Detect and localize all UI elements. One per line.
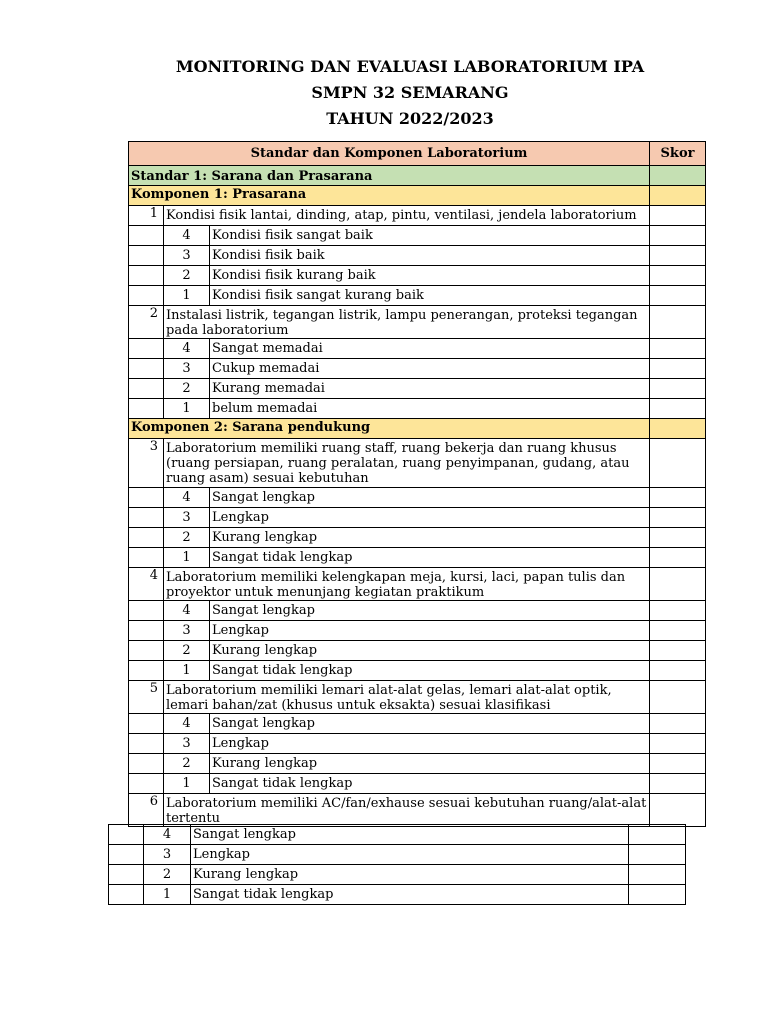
komponen-row xyxy=(129,419,706,439)
option-score: 3 xyxy=(164,508,210,528)
option-row xyxy=(129,621,706,641)
score-cell[interactable] xyxy=(650,226,706,246)
title-line-3: TAHUN 2022/2023 xyxy=(326,109,494,128)
option-row xyxy=(129,641,706,661)
option-label: Kondisi fisik sangat baik xyxy=(210,226,650,246)
option-row xyxy=(129,714,706,734)
score-cell[interactable] xyxy=(629,885,686,905)
option-row xyxy=(129,339,706,359)
item-description: Kondisi fisik lantai, dinding, atap, pintu, ventilasi, jendela laboratorium xyxy=(164,206,650,226)
score-cell[interactable] xyxy=(650,528,706,548)
option-score: 4 xyxy=(164,714,210,734)
option-score: 1 xyxy=(164,774,210,794)
option-label: Kondisi fisik sangat kurang baik xyxy=(210,286,650,306)
item-description: Laboratorium memiliki ruang staff, ruang bekerja dan ruang khusus (ruang persiapan, ruang peralatan, ruang penyimpanan, gudang, atau ruang asam) sesuai kebutuhan xyxy=(164,439,650,488)
score-cell[interactable] xyxy=(650,548,706,568)
option-score: 1 xyxy=(164,286,210,306)
score-cell[interactable] xyxy=(650,754,706,774)
score-cell[interactable] xyxy=(650,266,706,286)
item-row xyxy=(129,794,706,827)
option-row xyxy=(129,379,706,399)
score-cell[interactable] xyxy=(650,508,706,528)
option-score: 1 xyxy=(164,661,210,681)
option-row xyxy=(129,226,706,246)
komponen-label: Komponen 2: Sarana pendukung xyxy=(129,419,650,439)
option-score: 4 xyxy=(164,339,210,359)
option-label: Kurang lengkap xyxy=(210,528,650,548)
option-score: 3 xyxy=(164,734,210,754)
option-score: 1 xyxy=(164,548,210,568)
score-cell[interactable] xyxy=(650,714,706,734)
header-score: Skor xyxy=(650,142,706,166)
option-score: 4 xyxy=(164,488,210,508)
score-cell[interactable] xyxy=(650,339,706,359)
option-score: 3 xyxy=(164,621,210,641)
option-row xyxy=(129,774,706,794)
option-score: 2 xyxy=(164,266,210,286)
score-cell[interactable] xyxy=(650,246,706,266)
score-cell[interactable] xyxy=(629,845,686,865)
document-title xyxy=(0,54,768,132)
score-cell[interactable] xyxy=(650,601,706,621)
option-row xyxy=(129,508,706,528)
option-row xyxy=(129,661,706,681)
header-component: Standar dan Komponen Laboratorium xyxy=(129,142,650,166)
score-cell[interactable] xyxy=(650,568,706,601)
item-row xyxy=(129,681,706,714)
option-label: Kurang lengkap xyxy=(210,641,650,661)
score-cell[interactable] xyxy=(650,794,706,827)
score-cell[interactable] xyxy=(650,166,706,186)
option-row xyxy=(129,734,706,754)
option-label: belum memadai xyxy=(210,399,650,419)
option-label: Cukup memadai xyxy=(210,359,650,379)
score-cell[interactable] xyxy=(650,641,706,661)
item-row xyxy=(129,306,706,339)
option-score: 3 xyxy=(164,246,210,266)
score-cell[interactable] xyxy=(650,681,706,714)
option-score: 3 xyxy=(144,845,191,865)
option-score: 2 xyxy=(164,641,210,661)
option-row xyxy=(129,399,706,419)
option-row xyxy=(129,601,706,621)
score-cell[interactable] xyxy=(650,419,706,439)
option-row xyxy=(129,754,706,774)
score-cell[interactable] xyxy=(650,206,706,226)
item-row xyxy=(129,568,706,601)
option-row xyxy=(109,865,686,885)
option-score: 1 xyxy=(164,399,210,419)
score-cell[interactable] xyxy=(650,734,706,754)
option-label: Sangat tidak lengkap xyxy=(210,661,650,681)
option-row xyxy=(109,825,686,845)
item-description: Laboratorium memiliki lemari alat-alat gelas, lemari alat-alat optik, lemari bahan/zat (khusus untuk eksakta) sesuai klasifikasi xyxy=(164,681,650,714)
score-cell[interactable] xyxy=(650,621,706,641)
option-row xyxy=(129,488,706,508)
score-cell[interactable] xyxy=(650,774,706,794)
option-score: 4 xyxy=(164,226,210,246)
standar-label: Standar 1: Sarana dan Prasarana xyxy=(129,166,650,186)
title-line-2: SMPN 32 SEMARANG xyxy=(311,83,509,102)
standar-row xyxy=(129,166,706,186)
score-cell[interactable] xyxy=(650,306,706,339)
option-label: Lengkap xyxy=(191,845,629,865)
monitoring-table-continued xyxy=(108,824,686,905)
item-description: Instalasi listrik, tegangan listrik, lampu penerangan, proteksi tegangan pada laboratorium xyxy=(164,306,650,339)
option-label: Sangat lengkap xyxy=(210,488,650,508)
option-score: 2 xyxy=(164,754,210,774)
option-row xyxy=(129,548,706,568)
item-number: 1 xyxy=(129,206,164,226)
option-row xyxy=(109,885,686,905)
title-line-1: MONITORING DAN EVALUASI LABORATORIUM IPA xyxy=(175,57,645,76)
option-label: Kurang lengkap xyxy=(210,754,650,774)
komponen-row xyxy=(129,186,706,206)
option-row xyxy=(129,359,706,379)
option-label: Sangat lengkap xyxy=(191,825,629,845)
option-row xyxy=(109,845,686,865)
item-description: Laboratorium memiliki AC/fan/exhause sesuai kebutuhan ruang/alat-alat tertentu xyxy=(164,794,650,827)
option-row xyxy=(129,528,706,548)
option-label: Sangat lengkap xyxy=(210,601,650,621)
option-label: Sangat tidak lengkap xyxy=(210,548,650,568)
option-label: Kondisi fisik kurang baik xyxy=(210,266,650,286)
option-row xyxy=(129,266,706,286)
option-score: 3 xyxy=(164,359,210,379)
score-cell[interactable] xyxy=(650,661,706,681)
item-description: Laboratorium memiliki kelengkapan meja, kursi, laci, papan tulis dan proyektor untuk menunjang kegiatan praktikum xyxy=(164,568,650,601)
monitoring-table xyxy=(128,141,706,827)
option-label: Sangat lengkap xyxy=(210,714,650,734)
option-row xyxy=(129,246,706,266)
score-cell[interactable] xyxy=(629,825,686,845)
score-cell[interactable] xyxy=(650,439,706,488)
option-label: Sangat tidak lengkap xyxy=(191,885,629,905)
option-label: Sangat memadai xyxy=(210,339,650,359)
option-score: 4 xyxy=(164,601,210,621)
option-label: Kondisi fisik baik xyxy=(210,246,650,266)
option-label: Lengkap xyxy=(210,508,650,528)
score-cell[interactable] xyxy=(650,359,706,379)
item-row xyxy=(129,439,706,488)
option-label: Kurang memadai xyxy=(210,379,650,399)
option-label: Lengkap xyxy=(210,621,650,641)
score-cell[interactable] xyxy=(650,379,706,399)
option-label: Lengkap xyxy=(210,734,650,754)
item-number: 6 xyxy=(129,794,164,827)
score-cell[interactable] xyxy=(629,865,686,885)
option-score: 1 xyxy=(144,885,191,905)
option-score: 2 xyxy=(164,528,210,548)
option-row xyxy=(129,286,706,306)
komponen-label: Komponen 1: Prasarana xyxy=(129,186,650,206)
table-header-row xyxy=(129,142,706,166)
item-row xyxy=(129,206,706,226)
option-label: Sangat tidak lengkap xyxy=(210,774,650,794)
score-cell[interactable] xyxy=(650,186,706,206)
option-label: Kurang lengkap xyxy=(191,865,629,885)
item-number: 3 xyxy=(129,439,164,488)
score-cell[interactable] xyxy=(650,399,706,419)
option-score: 2 xyxy=(144,865,191,885)
option-score: 2 xyxy=(164,379,210,399)
item-number: 4 xyxy=(129,568,164,601)
option-score: 4 xyxy=(144,825,191,845)
score-cell[interactable] xyxy=(650,488,706,508)
item-number: 5 xyxy=(129,681,164,714)
score-cell[interactable] xyxy=(650,286,706,306)
item-number: 2 xyxy=(129,306,164,339)
